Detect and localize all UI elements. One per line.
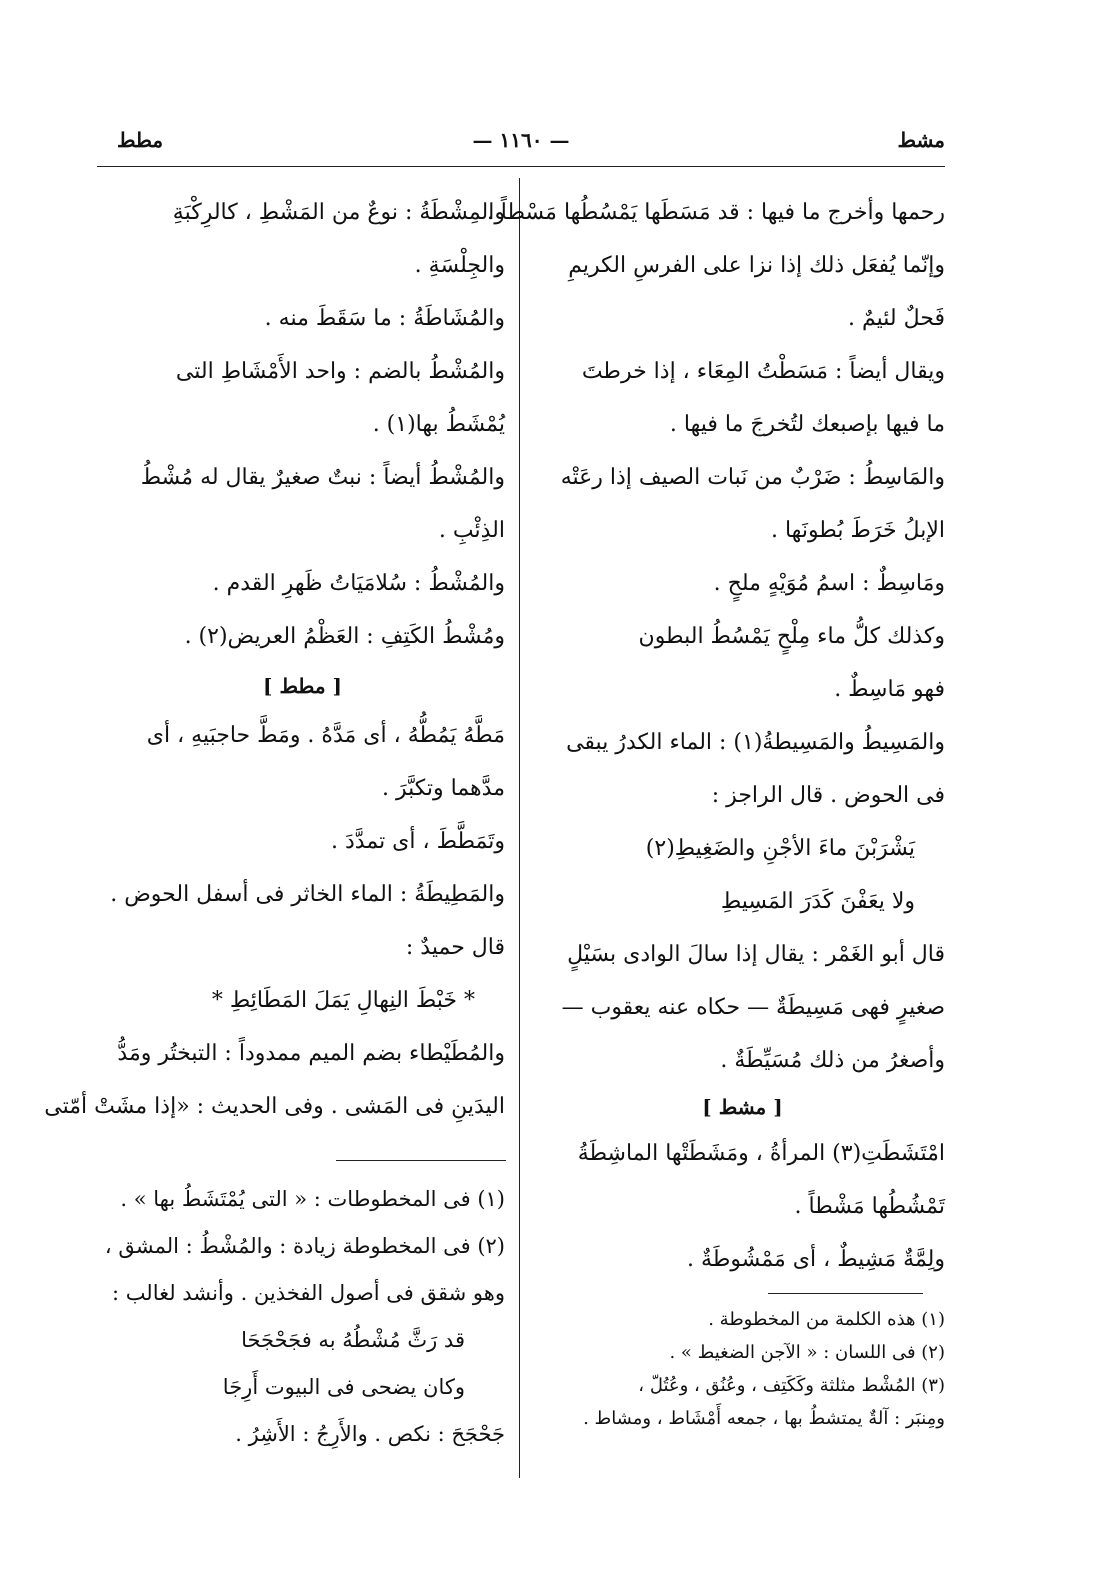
- footnote: وهو شقق فى أصول الفخذين . وأنشد لغالب :: [111, 1281, 505, 1305]
- text-line: والمُشْطُ بالضم : واحد الأَمْشَاطِ التى: [175, 359, 505, 384]
- footnote-rule: [336, 1160, 506, 1161]
- column-divider: [519, 178, 520, 1478]
- text-line: امْتَشَطَتِ(٣) المرأةُ ، ومَشَطَتْها الماشِطَةُ: [577, 1141, 945, 1166]
- text-line: قال حميدٌ :: [405, 935, 505, 960]
- text-line: مَطَّهُ يَمُطُّهُ ، أى مَدَّهُ . ومَطَّ حاجبَيهِ ، أى: [146, 723, 505, 748]
- left-footnotes: [100, 1176, 505, 1458]
- text-line: وإنّما يُفعَل ذلك إذا نزا على الفرسِ الكريمِ: [568, 253, 945, 278]
- text-line: تَمْشُطُها مَشْطاً .: [794, 1194, 945, 1219]
- verse-line: ولا يعَفْنَ كَدَرَ المَسِيطِ: [720, 889, 915, 914]
- text-line: مدَّهما وتكبَّرَ .: [381, 776, 505, 801]
- text-line: والمُشْطُ أيضاً : نبتٌ صغيرٌ يقال له مُشْطُ: [140, 465, 505, 490]
- header-right-keyword: مشط: [897, 128, 945, 152]
- text-line: والمُشَاطَةُ : ما سَقَطَ منه .: [264, 306, 505, 331]
- text-line: يُمْشَطُ بها(١) .: [372, 412, 505, 437]
- footnote-verse: قد رَثَّ مُشْطُهُ به فجَحْجَحَا: [241, 1328, 465, 1352]
- text-line: والمُشْطُ : سُلامَيَاتُ ظَهرِ القدم .: [212, 571, 505, 596]
- text-line: وكذلك كلُّ ماء مِلْحٍ يَمْسُطُ البطون: [638, 624, 945, 649]
- text-line: وتَمَطَّطَ ، أى تمدَّدَ .: [331, 829, 505, 854]
- text-line: والمَطِيطَةُ : الماء الخاثر فى أسفل الحوض .: [110, 882, 505, 907]
- footnote: (٢) فى اللسان : « الآجن الضغيط » .: [669, 1342, 945, 1363]
- right-footnotes: [540, 1303, 945, 1435]
- text-line: ما فيها بإصبعك لتُخرجَ ما فيها .: [669, 412, 945, 437]
- footnote: (١) فى المخطوطات : « التى يُمْتَشَطُ بها » .: [120, 1187, 505, 1211]
- verse-line: يَشْرَبْنَ ماءَ الأجْنِ والضَغِيطِ(٢): [645, 836, 915, 861]
- text-line: وأصغرُ من ذلك مُسَيِّطَةٌ .: [720, 1048, 945, 1073]
- footnote-verse: وكان يضحى فى البيوت أَرِجَا: [222, 1375, 465, 1399]
- text-line: ومَاسِطٌ : اسمُ مُوَيْهٍ ملحٍ .: [713, 571, 945, 596]
- footnote: (٣) المُشْط مثلثة وكَكَتِف ، وعُنُق ، وعُتُلّ ،: [638, 1375, 945, 1396]
- text-line: فى الحوض . قال الراجز :: [711, 783, 945, 808]
- text-line: صغيرٍ فهى مَسِيطَةٌ — حكاه عنه يعقوب —: [561, 995, 945, 1020]
- left-column: [44, 186, 505, 1133]
- section-heading-matata: [ مطط ]: [263, 674, 342, 698]
- text-line: فَحلٌ لئيمٌ .: [848, 306, 945, 331]
- text-line: ولِمَّةٌ مَشِيطٌ ، أى مَمْشُوطَةٌ .: [687, 1247, 945, 1272]
- text-line: فهو مَاسِطٌ .: [834, 677, 945, 702]
- header-left-keyword: مطط: [117, 128, 164, 152]
- right-column: [486, 186, 945, 1286]
- text-line: والمُطَيْطاء بضم الميم ممدوداً : التبختُر ومَدُّ: [117, 1041, 505, 1066]
- footnote: (٢) فى المخطوطة زيادة : والمُشْطُ : المشق ،: [104, 1234, 505, 1258]
- text-line: والمَاسِطُ : ضَرْبٌ من نَبات الصيف إذا رعَتْه: [560, 465, 945, 490]
- section-heading-mashata: [ مشط ]: [702, 1095, 783, 1119]
- page-header: [97, 128, 945, 164]
- header-rule: [97, 166, 945, 167]
- text-line: قال أبو الغَمْر : يقال إذا سالَ الوادى بسَيْلٍ: [567, 942, 945, 967]
- footnote: (١) هذه الكلمة من المخطوطة .: [708, 1309, 945, 1330]
- footnote-rule: [768, 1293, 923, 1294]
- text-line: والمِشْطَةُ : نوعٌ من المَشْطِ ، كالرِكْبَةِ: [172, 200, 505, 225]
- text-line: الإبلُ خَرَطَ بُطونَها .: [770, 518, 945, 543]
- text-line: والجِلْسَةِ .: [414, 253, 505, 278]
- text-line: والمَسِيطُ والمَسِيطةُ(١) : الماء الكدرُ يبقى: [566, 730, 945, 755]
- page-number: — ١١٦٠ —: [472, 128, 570, 152]
- text-line: الذِئْبِ .: [438, 518, 505, 543]
- text-line: اليدَينِ فى المَشى . وفى الحديث : «إذا مشَتْ أمّتى: [44, 1094, 505, 1119]
- footnote: ومِنبَر : آلةٌ يمتشطُ بها ، جمعه أَمْشَاط ، ومشاط .: [583, 1408, 945, 1429]
- footnote: جَحْجَحَ : نكص . والأَرِجُ : الأَشِرُ .: [235, 1422, 505, 1446]
- text-line: ومُشْطُ الكَتِفِ : العَظْمُ العريض(٢) .: [184, 624, 505, 649]
- text-line: رحمها وأخرج ما فيها : قد مَسَطَها يَمْسُطُها مَسْطاً .: [486, 200, 945, 225]
- text-line: ويقال أيضاً : مَسَطْتُ المِعَاء ، إذا خرطتَ: [581, 359, 945, 384]
- verse-line: * خَبْطَ النِهالِ يَمَلَ المَطَائِطِ *: [211, 988, 475, 1013]
